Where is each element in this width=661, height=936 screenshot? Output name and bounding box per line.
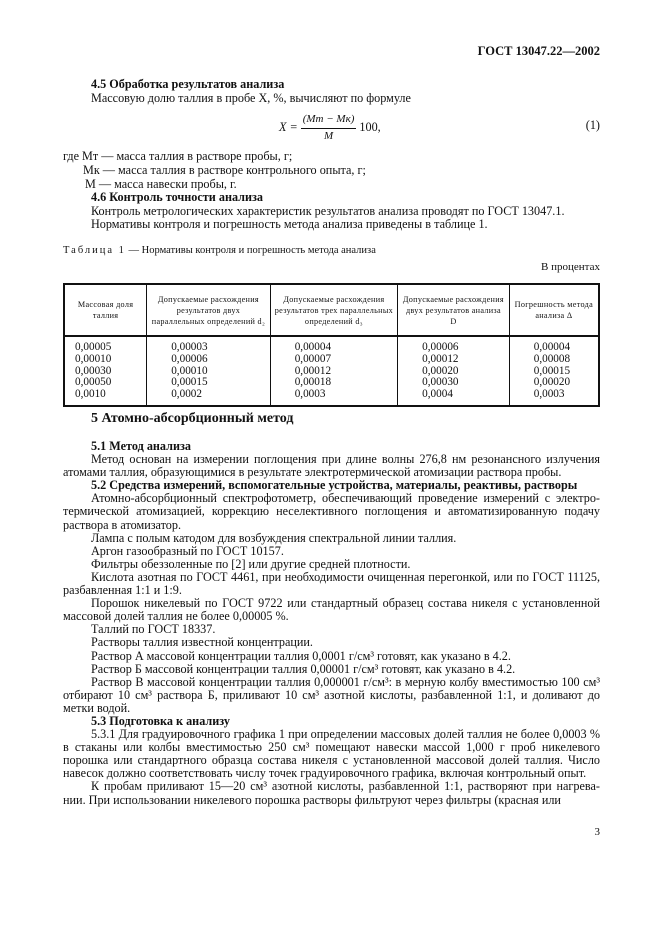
table-cell: 0,0004: [422, 388, 453, 401]
section-5-title: 5 Атомно-абсорбционный метод: [91, 411, 294, 426]
table-cell-column: [270, 336, 397, 406]
table-cell: 0,00015: [171, 376, 208, 389]
column-header: Допускаемые расхождения результатов трех параллельных определений d₃: [270, 284, 397, 336]
section-heading: 5.3 Подготовка к анализу: [91, 713, 230, 728]
column-header: Допускаемые расхождения двух результатов анализа D: [398, 284, 510, 336]
paragraph: Фильтры обеззоленные по [2] или другие средней плотности.: [91, 556, 411, 571]
paragraph: Аргон газообразный по ГОСТ 10157.: [91, 543, 284, 558]
table-cell: 0,00003: [171, 341, 208, 353]
paragraph: Таллий по ГОСТ 18337.: [91, 622, 216, 637]
table-cell: 0,0002: [171, 388, 202, 401]
document-header: ГОСТ 13047.22—2002: [477, 44, 600, 58]
table-cell: 0,0003: [533, 388, 565, 401]
section-heading: 4.5 Обработка результатов анализа: [91, 77, 285, 91]
paragraph: Кислота азотная по ГОСТ 4461, при необходимости очищенная перегонкой, или по ГОСТ 11125, разбавленная 1:1 и 1:9.: [63, 569, 600, 598]
table-cell: 0,00018: [294, 376, 332, 389]
section-5-body: [63, 440, 600, 807]
column-header: Погрешность метода анализа Δ: [509, 284, 599, 336]
table-cell-column: [509, 336, 599, 406]
paragraph: Атомно-абсорбционный спектрофотометр, обеспечивающий проведение измерений с электро-термической атомизацией, коррекцию неселективного поглощения и автоматизированную подачу раствора в атомизатор.: [63, 491, 600, 532]
table-units: В процентах: [541, 261, 600, 273]
section-4-5: [63, 78, 600, 232]
table-cell: 0,00015: [533, 364, 571, 377]
paragraph: Порошок никелевый по ГОСТ 9722 или стандартный образец состава никеля с установленной массовой долей таллия не более 0,00005 %.: [63, 596, 600, 624]
paragraph: К пробам приливают 15—20 см³ азотной кислоты, разбавленной 1:1, растворяют при нагрева-нии. При использовании никелевого порошка растворы фильтруют через фильтры (красная или: [63, 779, 600, 807]
table-cell: 0,00007: [294, 352, 332, 365]
table-cell: 0,00020: [422, 364, 459, 377]
paragraph: Растворы таллия известной концентрации.: [91, 635, 313, 650]
paragraph: Раствор А массовой концентрации таллия 0,0001 г/см³ готовят, как указано в 4.2.: [91, 648, 511, 663]
table-cell: 0,00010: [171, 364, 208, 377]
definition: Mк — масса таллия в растворе контрольного опыта, г;: [83, 163, 366, 178]
table-cell: 0,00005: [75, 341, 112, 353]
section-heading: 5.1 Метод анализа: [91, 439, 191, 453]
paragraph: Метод основан на измерении поглощения при длине волны 276,8 нм резонансного излучения атомами таллия, образующимися в результате электротермической атомизации раствора пробы.: [63, 452, 600, 480]
table-cell: 0,00010: [75, 352, 112, 365]
paragraph: Лампа с полым катодом для возбуждения спектральной линии таллия.: [91, 530, 457, 545]
table-cell: 0,00006: [422, 341, 459, 353]
paragraph: Раствор Б массовой концентрации таллия 0,00001 г/см³ готовят, как указано в 4.2.: [91, 661, 516, 676]
table-caption-label: Таблица 1: [63, 245, 126, 256]
table-cell-column: [147, 336, 270, 406]
paragraph: 5.3.1 Для градуировочного графика 1 при определении массовых долей таллия не более 0,0003 % в стаканы или колбы вместимостью 250 см³ помещают навески массой 1,000 г проб никелевого порошка или стандартного образца состава никеля с установленной массовой долей таллия. Число навесок должно соответствовать числу точек градуировочного графика, включая контрольный опыт.: [63, 727, 600, 781]
definition: где Mт — масса таллия в растворе пробы, г;: [63, 149, 293, 164]
formula-numerator: (Mт − Mк): [301, 113, 357, 129]
formula-lhs: X =: [279, 120, 298, 135]
definition: M — масса навески пробы, г.: [85, 177, 237, 192]
column-header: Допускаемые расхождения результатов двух параллельных определений d₂: [147, 284, 270, 336]
table-cell: 0,0003: [294, 388, 326, 401]
table-cell: 0,00020: [533, 376, 571, 389]
section-heading: 5.2 Средства измерений, вспомогательные устройства, материалы, реактивы, растворы: [91, 478, 578, 493]
table-cell: 0,00050: [75, 376, 112, 389]
table-cell: 0,00004: [533, 341, 571, 353]
paragraph: Контроль метрологических характеристик результатов анализа проводят по ГОСТ 13047.1.: [91, 203, 565, 218]
paragraph: Массовую долю таллия в пробе X, %, вычисляют по формуле: [91, 90, 411, 105]
table-caption: [63, 245, 376, 256]
table-cell: 0,00008: [533, 352, 571, 365]
table-cell-column: [64, 336, 147, 406]
table-row: [64, 336, 599, 406]
table-cell: 0,00004: [294, 341, 332, 353]
paragraph: Раствор В массовой концентрации таллия 0,000001 г/см³: в мерную колбу вместимостью 100 см³ отбирают 10 см³ раствора Б, приливают 10 см³ азотной кислоты, разбавленной 1:1, и доливают до метки водой.: [63, 674, 600, 715]
table-cell: 0,00012: [294, 364, 332, 377]
table-cell: 0,0010: [75, 388, 106, 401]
column-header: Массовая доля таллия: [64, 284, 147, 336]
table-cell: 0,00030: [75, 364, 112, 377]
formula-number: (1): [585, 118, 600, 133]
page-number: 3: [594, 826, 600, 838]
table-cell: 0,00012: [422, 352, 459, 365]
formula-factor: 100,: [359, 120, 381, 135]
table-cell: 0,00006: [171, 352, 208, 365]
section-heading: 4.6 Контроль точности анализа: [91, 190, 264, 205]
paragraph: Нормативы контроля и погрешность метода анализа приведены в таблице 1.: [91, 217, 488, 232]
table-cell-column: [398, 336, 510, 406]
formula: [63, 105, 600, 149]
table-1: [63, 283, 600, 407]
table-cell: 0,00030: [422, 376, 459, 389]
formula-fraction: [301, 113, 357, 143]
table-caption-text: — Нормативы контроля и погрешность метода анализа: [125, 245, 376, 256]
formula-denominator: M: [323, 129, 334, 142]
